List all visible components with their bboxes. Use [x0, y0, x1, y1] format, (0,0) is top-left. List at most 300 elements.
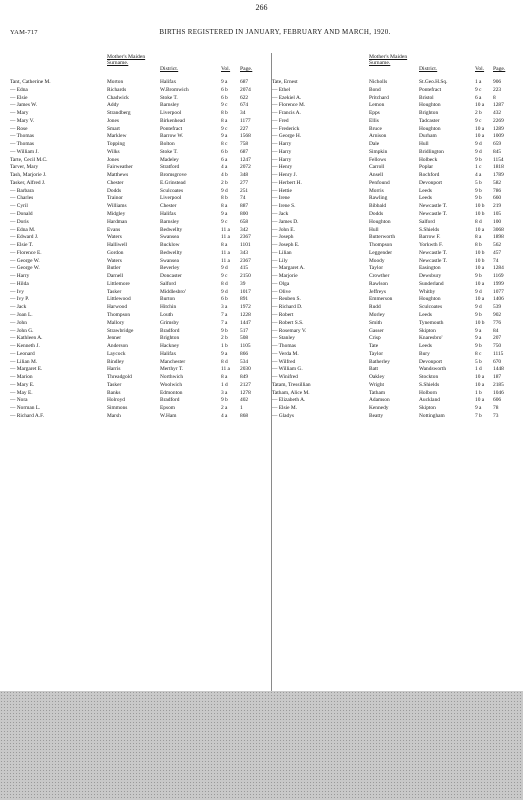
table-row	[272, 234, 518, 242]
entry-name: — Ethel	[272, 86, 291, 93]
entry-name: — Irene S.	[272, 203, 296, 210]
district: Hull	[419, 141, 429, 148]
mothers-maiden-surname: Batt	[369, 366, 378, 373]
volume: 6 b	[221, 94, 228, 101]
entry-name: Tatam, Tressillian	[272, 381, 311, 388]
volume: 10 a	[475, 280, 485, 287]
volume: 9 c	[475, 86, 482, 93]
entry-name: — Reuben S.	[272, 296, 301, 303]
entry-name: — Ivy	[10, 288, 24, 295]
district: Easington	[419, 265, 441, 272]
volume: 6 b	[221, 296, 228, 303]
table-row	[10, 95, 272, 103]
left-column-headers	[10, 53, 272, 79]
entry-name: — Francis A.	[272, 110, 301, 117]
table-row	[272, 149, 518, 157]
mothers-maiden-surname: Crowther	[369, 273, 390, 280]
table-row	[272, 397, 518, 405]
district: Bucklow	[160, 242, 180, 249]
district: Hackney	[160, 343, 180, 350]
left-entries	[10, 79, 272, 421]
entry-name: — Mary	[10, 110, 29, 117]
mothers-maiden-surname: Matthews	[107, 172, 129, 179]
page-ref: 84	[493, 327, 499, 334]
volume: 9 b	[475, 187, 482, 194]
district: Knaresbro'	[419, 335, 443, 342]
page-ref: 1898	[493, 234, 504, 241]
table-row	[272, 359, 518, 367]
entry-name: — Marion	[10, 374, 33, 381]
table-row	[272, 164, 518, 172]
table-row	[272, 242, 518, 250]
district: Bury	[419, 350, 430, 357]
volume: 1 d	[475, 366, 482, 373]
page-ref: 73	[493, 412, 499, 419]
table-row	[272, 320, 518, 328]
mothers-maiden-surname: Marsh	[107, 412, 121, 419]
mothers-maiden-surname: Littlemore	[107, 280, 130, 287]
mothers-maiden-surname: Thompson	[369, 242, 393, 249]
mothers-maiden-surname: Wilks	[107, 148, 120, 155]
page-ref: 2185	[493, 381, 504, 388]
entry-name: — Kenneth J.	[10, 343, 40, 350]
page-ref: 562	[493, 242, 502, 249]
table-row	[272, 390, 518, 398]
table-row	[272, 188, 518, 196]
volume: 2 b	[221, 335, 228, 342]
volume: 4 a	[475, 172, 482, 179]
table-row	[10, 110, 272, 118]
volume: 8 a	[221, 242, 228, 249]
entry-name: — Lily	[272, 257, 288, 264]
district: Yorkwth F.	[419, 242, 443, 249]
district: E.Grinstead	[160, 179, 186, 186]
table-row	[10, 188, 272, 196]
page-ref: 342	[240, 226, 249, 233]
mothers-maiden-surname: Smart	[107, 125, 120, 132]
volume: 5 b	[475, 179, 482, 186]
table-row	[272, 102, 518, 110]
mothers-maiden-surname: Tatham	[369, 389, 386, 396]
table-row	[272, 203, 518, 211]
district: Devonport	[419, 358, 443, 365]
entry-name: — Florence M.	[272, 102, 306, 109]
entry-name: Tasker, Alfred J.	[10, 179, 46, 186]
volume: 9 d	[221, 288, 228, 295]
volume: 8 b	[475, 242, 482, 249]
page-ref: 1101	[240, 242, 251, 249]
table-row	[10, 397, 272, 405]
page-ref: 2072	[240, 164, 251, 171]
table-row	[272, 273, 518, 281]
page-ref: 687	[240, 148, 249, 155]
table-row	[272, 289, 518, 297]
table-row	[272, 172, 518, 180]
table-row	[10, 164, 272, 172]
mothers-maiden-surname: Richards	[107, 86, 127, 93]
table-row	[272, 281, 518, 289]
entry-name: — Herbert H.	[272, 179, 302, 186]
mothers-maiden-surname: Jones	[107, 117, 119, 124]
table-row	[10, 281, 272, 289]
table-row	[10, 265, 272, 273]
district: Leeds	[419, 187, 432, 194]
header-mothers-maiden-surname: Mother's Maiden Surname.	[369, 54, 408, 67]
entry-name: — George H.	[272, 133, 302, 140]
volume: 2 b	[475, 110, 482, 117]
table-row	[272, 95, 518, 103]
district: Wandsworth	[419, 366, 447, 373]
mothers-maiden-surname: Dodds	[107, 187, 122, 194]
entry-name: — Fred	[272, 117, 289, 124]
page-ref: 2150	[240, 273, 251, 280]
volume: 6 b	[221, 86, 228, 93]
district: Newcastle T.	[419, 257, 447, 264]
volume: 9 b	[475, 273, 482, 280]
table-row	[272, 382, 518, 390]
volume: 9 c	[221, 218, 228, 225]
mothers-maiden-surname: Morris	[369, 187, 384, 194]
mothers-maiden-surname: Littlewood	[107, 296, 131, 303]
page-ref: 534	[240, 358, 249, 365]
entry-name: — Edna M.	[10, 226, 36, 233]
district: Holbeck	[419, 156, 438, 163]
volume: 8 c	[475, 350, 482, 357]
district: Rochford	[419, 172, 440, 179]
volume: 1 b	[221, 343, 228, 350]
entry-name: — Gladys	[272, 412, 295, 419]
entry-name: — Edward J.	[10, 234, 39, 241]
entry-name: — Henry	[272, 164, 293, 171]
mothers-maiden-surname: Hull	[369, 226, 379, 233]
entry-name: Tant, Catherine M.	[10, 79, 51, 85]
header-page: Page.	[240, 66, 253, 72]
table-row	[272, 312, 518, 320]
entry-name: — Rosemary V.	[272, 327, 307, 334]
entry-name: — Florence E.	[10, 249, 42, 256]
page-ref: 78	[493, 405, 499, 412]
mothers-maiden-surname: Midgley	[107, 211, 126, 218]
page-ref: 8	[493, 94, 496, 101]
entry-name: — James W.	[10, 102, 38, 109]
mothers-maiden-surname: Morley	[369, 311, 385, 318]
entry-name: — Lilian M.	[10, 358, 38, 365]
volume: 9 a	[221, 133, 228, 140]
table-row	[272, 157, 518, 165]
page-ref: 2030	[240, 366, 251, 373]
entry-name: Tarte, Cecil M.C.	[10, 156, 48, 163]
table-row	[272, 87, 518, 95]
page-ref: 227	[240, 125, 249, 132]
mothers-maiden-surname: Epps	[369, 110, 380, 117]
district: Swansea	[160, 234, 179, 241]
page-ref: 758	[240, 141, 249, 148]
page-ref: 1154	[493, 156, 504, 163]
volume: 8 a	[221, 117, 228, 124]
mothers-maiden-surname: Gordon	[107, 249, 124, 256]
entry-name: — Robert S.S.	[272, 319, 304, 326]
volume: 9 c	[221, 273, 228, 280]
table-row	[272, 304, 518, 312]
page-ref: 845	[493, 148, 502, 155]
district: Halifax	[160, 350, 177, 357]
entry-name: — Hettie	[272, 187, 292, 194]
mothers-maiden-surname: Jenner	[107, 335, 122, 342]
table-row	[272, 405, 518, 413]
table-row	[272, 343, 518, 351]
mothers-maiden-surname: Trainor	[107, 195, 123, 202]
table-row	[10, 102, 272, 110]
page-ref: 868	[240, 412, 249, 419]
page-ref: 582	[493, 179, 502, 186]
district: Sculcoates	[419, 304, 443, 311]
district: Manchester	[160, 358, 186, 365]
entry-name: — John G.	[10, 327, 34, 334]
district: Hitchin	[160, 304, 177, 311]
entry-name: — Leonard	[10, 350, 35, 357]
volume: 5 b	[475, 358, 482, 365]
table-row	[10, 413, 272, 421]
district: Nottingham	[419, 412, 445, 419]
volume: 10 a	[475, 296, 485, 303]
district: Salford	[419, 218, 435, 225]
table-row	[272, 265, 518, 273]
page-ref: 1177	[240, 117, 251, 124]
table-row	[10, 258, 272, 266]
table-row	[10, 149, 272, 157]
district: Sculcoates	[160, 187, 184, 194]
mothers-maiden-surname: Simmons	[107, 405, 128, 412]
page-ref: 1009	[493, 133, 504, 140]
page-ref: 2269	[493, 117, 504, 124]
district: Halifax	[160, 79, 177, 85]
entry-name: — Lilian	[272, 249, 292, 256]
mothers-maiden-surname: Bond	[369, 86, 381, 93]
volume: 9 d	[475, 288, 482, 295]
page-ref: 100	[493, 218, 502, 225]
page-ref: 622	[240, 94, 249, 101]
mothers-maiden-surname: Leggender	[369, 249, 393, 256]
entry-name: — Jack	[272, 211, 289, 218]
mothers-maiden-surname: Tate	[369, 343, 379, 350]
page-ref: 849	[240, 374, 249, 381]
table-row	[10, 180, 272, 188]
entry-name: — Frederick	[272, 125, 300, 132]
volume: 10 a	[475, 265, 485, 272]
mothers-maiden-surname: Emmerson	[369, 296, 393, 303]
page-ref: 517	[240, 327, 249, 334]
district: Newcastle T.	[419, 249, 447, 256]
volume: 10 b	[475, 249, 485, 256]
page-ref: 1999	[493, 280, 504, 287]
page-ref: 2367	[240, 234, 251, 241]
page-ref: 1169	[493, 273, 504, 280]
mothers-maiden-surname: Darnell	[107, 273, 124, 280]
mothers-maiden-surname: Fellows	[369, 156, 387, 163]
page-ref: 1406	[493, 296, 504, 303]
table-row	[10, 320, 272, 328]
volume: 6 a	[221, 156, 228, 163]
table-row	[10, 304, 272, 312]
volume: 1 c	[475, 164, 482, 171]
page-ref: 251	[240, 187, 249, 194]
district: Epsom	[160, 405, 175, 412]
page-ref: 670	[493, 358, 502, 365]
entry-name: — Joseph E.	[272, 242, 300, 249]
mothers-maiden-surname: Waters	[107, 257, 122, 264]
page-ref: 1789	[493, 172, 504, 179]
volume: 10 a	[475, 226, 485, 233]
entry-name: — John E.	[272, 226, 295, 233]
mothers-maiden-surname: Wright	[369, 381, 385, 388]
district: Tynemouth	[419, 319, 444, 326]
table-row	[10, 234, 272, 242]
mothers-maiden-surname: Strandberg	[107, 110, 131, 117]
district: Burton	[160, 296, 175, 303]
entry-name: — Wilfred	[272, 358, 296, 365]
district: Middlesbro'	[160, 288, 186, 295]
page-ref: 277	[240, 179, 249, 186]
page-ref: 1278	[240, 389, 251, 396]
page-ref: 1105	[240, 343, 251, 350]
table-row	[10, 118, 272, 126]
table-row	[10, 227, 272, 235]
mothers-maiden-surname: Batherley	[369, 358, 390, 365]
volume: 11 a	[221, 226, 230, 233]
reference-code: YAM-717	[10, 29, 38, 36]
mothers-maiden-surname: Ellis	[369, 117, 379, 124]
entry-name: — Thomas	[10, 133, 35, 140]
mothers-maiden-surname: Crisp	[369, 335, 381, 342]
district: Doncaster	[160, 273, 182, 280]
page-ref: 2367	[240, 257, 251, 264]
volume: 9 c	[221, 125, 228, 132]
entry-name: — Harry	[10, 273, 30, 280]
district: Tadcaster	[419, 117, 440, 124]
volume: 1 a	[475, 79, 482, 85]
entry-name: — Harry	[272, 148, 292, 155]
left-column-section	[10, 53, 272, 421]
district: Newcastle T.	[419, 211, 447, 218]
mothers-maiden-surname: Gasser	[369, 327, 384, 334]
district: Durham	[419, 133, 437, 140]
volume: 11 a	[221, 366, 230, 373]
volume: 8 d	[475, 218, 482, 225]
entry-name: — Joseph	[272, 234, 294, 241]
entry-name: — William G.	[272, 366, 303, 373]
volume: 8 b	[221, 195, 228, 202]
table-row	[272, 126, 518, 134]
table-row	[10, 328, 272, 336]
page-ref: 187	[493, 374, 502, 381]
district: Bridlington	[419, 148, 444, 155]
page-ref: 887	[240, 203, 249, 210]
mothers-maiden-surname: Arnison	[369, 133, 387, 140]
table-row	[10, 343, 272, 351]
table-row	[10, 172, 272, 180]
table-row	[272, 180, 518, 188]
entry-name: — Margaret A.	[272, 265, 305, 272]
page-ref: 74	[240, 195, 246, 202]
page-ref: 39	[240, 280, 246, 287]
table-row	[10, 366, 272, 374]
volume: 3 a	[221, 389, 228, 396]
volume: 9 d	[475, 304, 482, 311]
volume: 1 d	[221, 381, 228, 388]
page-ref: 343	[240, 249, 249, 256]
volume: 11 a	[221, 257, 230, 264]
mothers-maiden-surname: Chester	[107, 179, 124, 186]
volume: 2 a	[221, 405, 228, 412]
page-title: BIRTHS REGISTERED IN JANUARY, FEBRUARY AND MARCH, 1920.	[159, 28, 391, 36]
page-ref: 2074	[240, 86, 251, 93]
table-row	[272, 133, 518, 141]
page-ref: 1247	[240, 156, 251, 163]
volume: 9 c	[475, 117, 482, 124]
entry-name: Tate, Ernest	[272, 79, 298, 85]
volume: 8 b	[221, 110, 228, 117]
volume: 10 a	[475, 374, 485, 381]
page-ref: 866	[240, 350, 249, 357]
page-ref: 776	[493, 319, 502, 326]
district: Devonport	[419, 179, 443, 186]
mothers-maiden-surname: Tasker	[107, 381, 122, 388]
page-ref: 2127	[240, 381, 251, 388]
mothers-maiden-surname: Marklew	[107, 133, 127, 140]
table-row	[272, 110, 518, 118]
volume: 6 b	[221, 148, 228, 155]
table-row	[272, 328, 518, 336]
table-row	[10, 405, 272, 413]
mothers-maiden-surname: Harris	[107, 366, 121, 373]
page-ref: 687	[240, 79, 249, 85]
entry-name: — William J.	[10, 148, 39, 155]
entry-name: — Joan L.	[10, 311, 33, 318]
entry-name: — Winifred	[272, 374, 298, 381]
page-ref: 1447	[240, 319, 251, 326]
entry-name: — Charles	[10, 195, 34, 202]
table-row	[10, 79, 272, 87]
mothers-maiden-surname: Mallory	[107, 319, 125, 326]
mothers-maiden-surname: Anderson	[107, 343, 128, 350]
volume: 10 b	[475, 203, 485, 210]
district: Halifax	[160, 211, 177, 218]
mothers-maiden-surname: Chadwick	[107, 94, 129, 101]
page-ref: 1	[240, 405, 243, 412]
table-row	[10, 141, 272, 149]
table-row	[272, 227, 518, 235]
district: Louth	[160, 311, 173, 318]
entry-name: — Donald	[10, 211, 33, 218]
volume: 9 c	[221, 102, 228, 109]
volume: 10 a	[475, 133, 485, 140]
page-ref: 219	[493, 203, 502, 210]
volume: 7 a	[221, 319, 228, 326]
mothers-maiden-surname: Lemon	[369, 102, 385, 109]
table-row	[272, 141, 518, 149]
district: Poplar	[419, 164, 434, 171]
mothers-maiden-surname: Laycock	[107, 350, 126, 357]
table-row	[10, 374, 272, 382]
entry-name: — John	[10, 319, 27, 326]
district: Skipton	[419, 327, 436, 334]
page-ref: 1228	[240, 311, 251, 318]
page-ref: 606	[493, 397, 502, 404]
district: Beverley	[160, 265, 180, 272]
volume: 10 b	[475, 257, 485, 264]
page-ref: 432	[493, 110, 502, 117]
volume: 6 a	[475, 94, 482, 101]
